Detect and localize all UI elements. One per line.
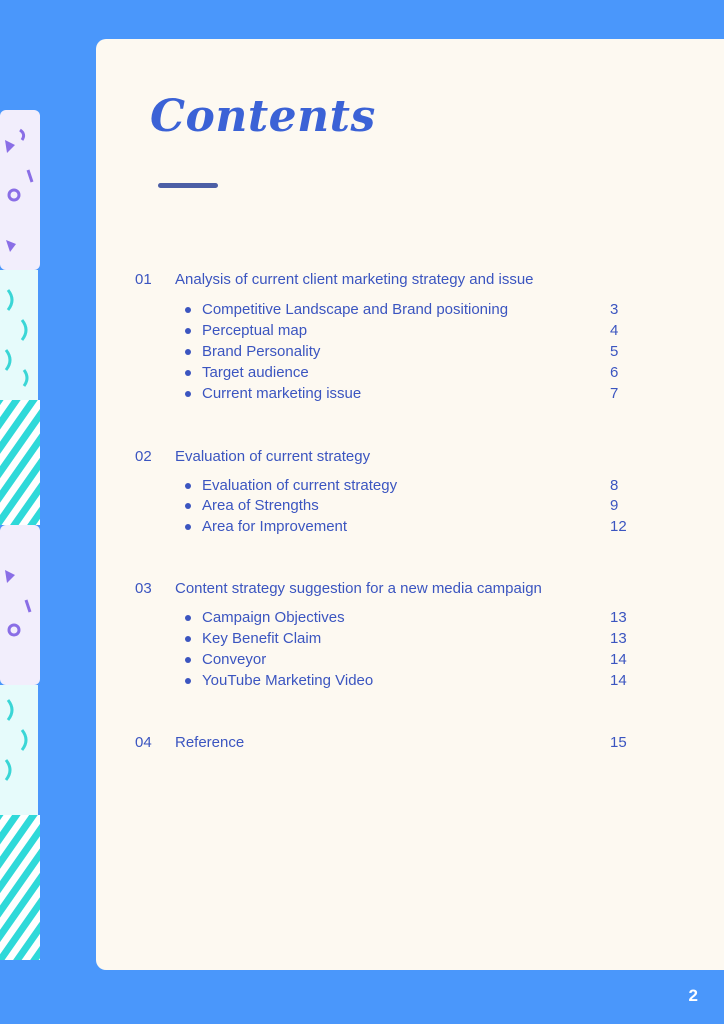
- bullet-icon: [185, 678, 191, 684]
- contents-card: [96, 39, 724, 970]
- toc-item-label: Area for Improvement: [202, 518, 348, 535]
- toc-item-label: Brand Personality: [202, 343, 321, 360]
- toc-item-page: 8: [610, 477, 619, 494]
- toc-item-page: 7: [610, 385, 619, 402]
- toc-item-page: 4: [610, 322, 619, 339]
- toc-item-label: Competitive Landscape and Brand positioning: [202, 301, 509, 318]
- bullet-icon: [185, 307, 191, 313]
- toc-item-label: Target audience: [202, 364, 309, 381]
- section-title: Content strategy suggestion for a new media campaign: [175, 580, 542, 597]
- decorative-roll-strip-image: [0, 100, 50, 980]
- bullet-icon: [185, 328, 191, 334]
- toc-item-label: Current marketing issue: [202, 385, 362, 402]
- bullet-icon: [185, 615, 191, 621]
- toc-item-label: Campaign Objectives: [202, 609, 345, 626]
- toc-item-page: 13: [610, 609, 627, 626]
- section-number: 04: [135, 734, 152, 751]
- toc-item-label: Key Benefit Claim: [202, 630, 322, 647]
- toc-item-label: Area of Strengths: [202, 497, 319, 514]
- bullet-icon: [185, 503, 191, 509]
- bullet-icon: [185, 391, 191, 397]
- section-title: Evaluation of current strategy: [175, 448, 371, 465]
- toc-item-page: 12: [610, 518, 627, 535]
- section-number: 03: [135, 580, 152, 597]
- bullet-icon: [185, 657, 191, 663]
- page-number: 2: [688, 986, 698, 1005]
- section-number: 01: [135, 271, 152, 288]
- toc-item-label: Evaluation of current strategy: [202, 477, 398, 494]
- toc-item-page: 14: [610, 651, 627, 668]
- page-title: Contents: [150, 91, 376, 142]
- toc-item-page: 6: [610, 364, 619, 381]
- toc-item-page: 9: [610, 497, 619, 514]
- toc-item-label: YouTube Marketing Video: [202, 672, 374, 689]
- section-title: Reference: [175, 734, 245, 751]
- section-title: Analysis of current client marketing strategy and issue: [175, 271, 534, 288]
- bullet-icon: [185, 349, 191, 355]
- bullet-icon: [185, 483, 191, 489]
- toc-item-page: 14: [610, 672, 627, 689]
- section-page: 15: [610, 734, 627, 751]
- bullet-icon: [185, 524, 191, 530]
- title-underline: [158, 183, 218, 188]
- toc-item-label: Perceptual map: [202, 322, 308, 339]
- toc-item-page: 5: [610, 343, 619, 360]
- toc-item-page: 3: [610, 301, 619, 318]
- toc-item-page: 13: [610, 630, 627, 647]
- bullet-icon: [185, 370, 191, 376]
- toc-item-label: Conveyor: [202, 651, 267, 668]
- bullet-icon: [185, 636, 191, 642]
- section-number: 02: [135, 448, 152, 465]
